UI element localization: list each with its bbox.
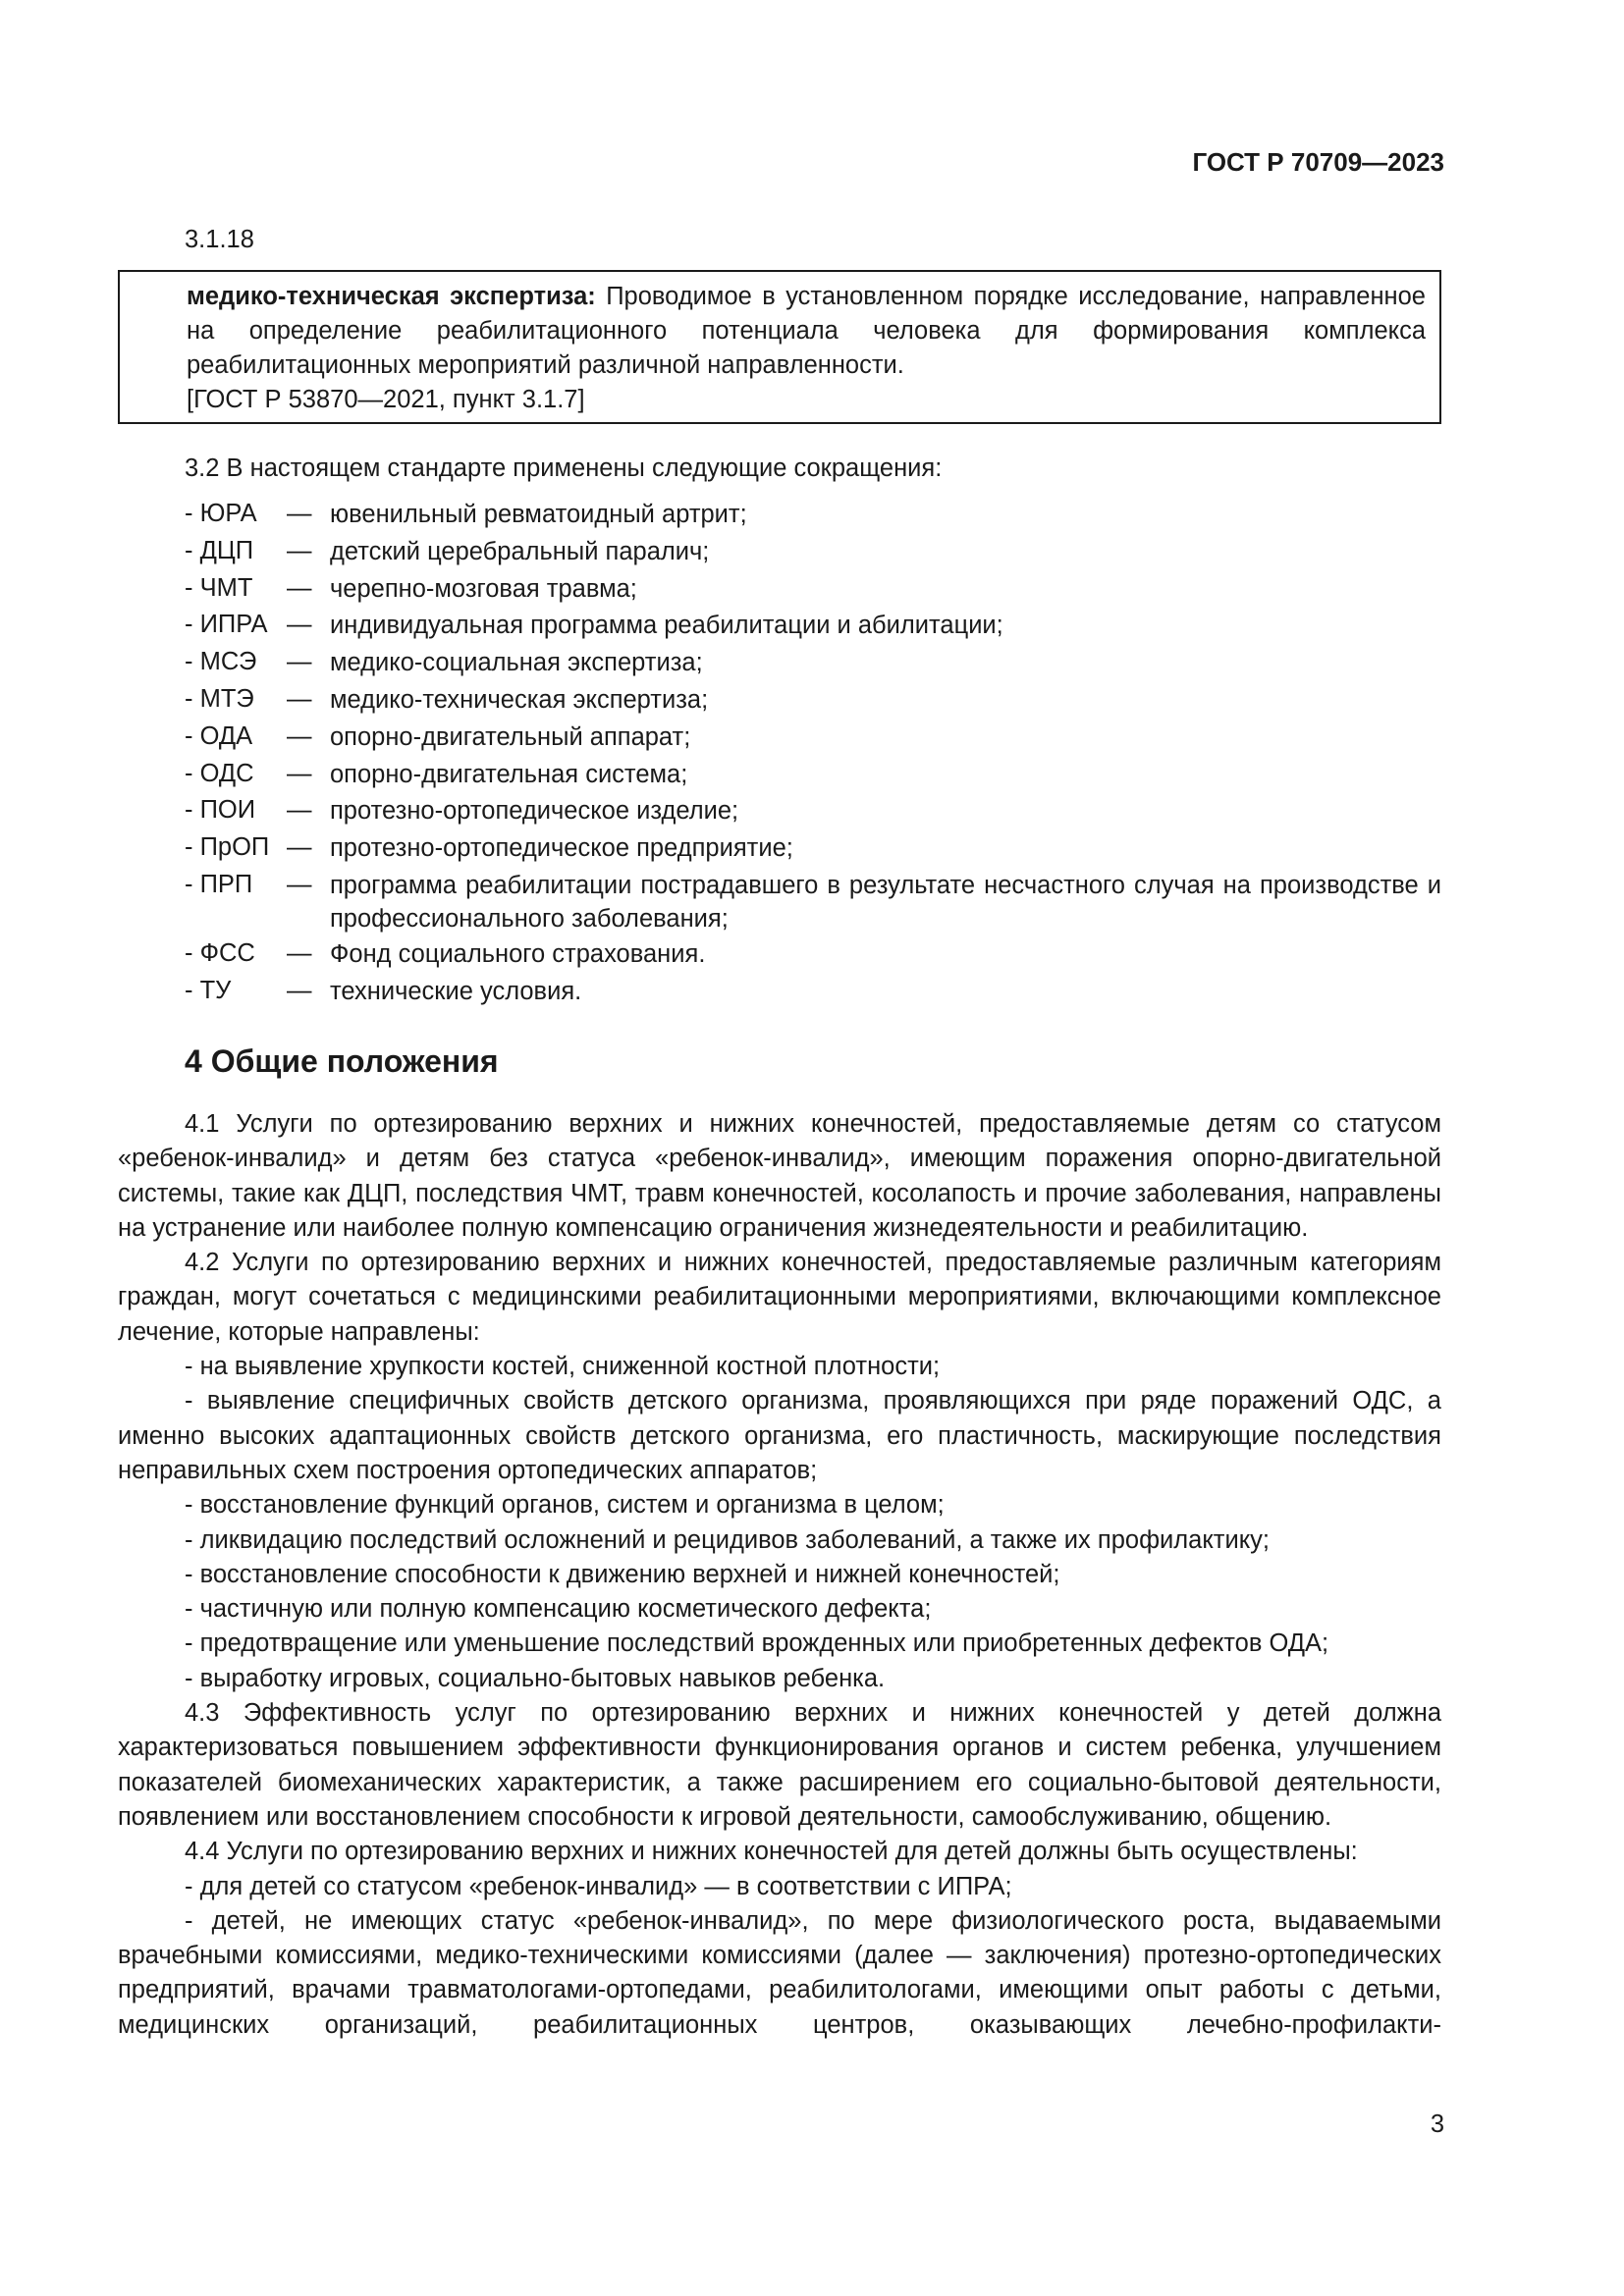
abbreviation-text: технические условия. [330,977,582,1005]
term-source: [ГОСТ Р 53870—2021, пункт 3.1.7] [187,386,585,413]
abbreviation-item [185,973,1441,1010]
abbreviation-item [185,533,1441,570]
list-item: - предотвращение или уменьшение последствий врожденных или приобретенных дефектов ОДА; [185,1629,1329,1658]
term-definition: Проводимое в установленном порядке исследование, направленное на определение реабилитационного потенциала человека для формирования комплекса реабилитационных мероприятий различной направленности. [187,283,1426,379]
abbreviation-code: - ТУ [185,976,232,1004]
abbreviation-dash: — [287,833,312,862]
abbreviation-text: детский церебральный паралич; [330,537,710,565]
abbreviation-dash: — [287,573,312,602]
abbreviations-list [185,496,1441,1010]
abbreviation-dash: — [287,796,312,825]
paragraph: 4.2 Услуги по ортезированию верхних и нижних конечностей, предоставляемые различным категориям граждан, могут сочетаться с медицинскими реабилитационными мероприятиями, включающими комплексное лечение, которые направлены: [118,1249,1441,1346]
list-item: - на выявление хрупкости костей, сниженной костной плотности; [185,1353,941,1381]
abbreviation-text: черепно-мозговая травма; [330,574,637,603]
abbreviation-text: программа реабилитации пострадавшего в результате несчастного случая на производстве и профессионального заболевания; [330,871,1441,933]
list-item: - выработку игровых, социально-бытовых навыков ребенка. [185,1664,886,1692]
abbreviation-item [185,719,1441,756]
abbreviation-code: - ДЦП [185,536,254,564]
abbreviation-code: - ФСС [185,938,255,967]
list-item: - выявление специфичных свойств детского организма, проявляющихся при ряде поражений ОДС, а именно высоких адаптационных свойств детского организма, его пластичность, маскирующие последствия неправильных схем построения ортопедических аппаратов; [118,1387,1441,1484]
term-name: медико-техническая экспертиза: [187,283,596,310]
abbreviation-item [185,607,1441,644]
list-item: - восстановление способности к движению верхней и нижней конечностей; [185,1560,1060,1588]
abbreviation-item [185,829,1441,867]
abbreviation-code: - ЧМТ [185,573,253,602]
document-header-id: ГОСТ Р 70709—2023 [1192,147,1444,177]
list-item: - ликвидацию последствий осложнений и рецидивов заболеваний, а также их профилактику; [185,1525,1270,1554]
abbreviation-item [185,935,1441,973]
list-item: - частичную или полную компенсацию косметического дефекта; [185,1595,932,1624]
abbreviation-code: - ЮРА [185,500,257,527]
abbreviation-code: - ОДА [185,721,253,750]
section-body [118,1107,1441,2043]
list-item: - восстановление функций органов, систем и организма в целом; [185,1491,945,1520]
abbreviation-text: Фонд социального страхования. [330,939,706,968]
abbreviation-code: - ОДС [185,759,254,787]
term-number: 3.1.18 [185,226,254,253]
abbreviation-text: медико-техническая экспертиза; [330,685,709,714]
abbreviation-text: индивидуальная программа реабилитации и абилитации; [330,612,1003,640]
abbreviation-dash: — [287,684,312,713]
abbreviation-text: ювенильный ревматоидный артрит; [330,501,747,528]
abbreviation-text: опорно-двигательная система; [330,760,688,788]
abbreviation-dash: — [287,759,312,787]
abbreviation-item [185,867,1441,935]
list-item: - для детей со статусом «ребенок-инвалид» — в соответствии с ИПРА; [185,1872,1012,1900]
abbreviation-text: опорно-двигательный аппарат; [330,722,691,751]
paragraph: 4.1 Услуги по ортезированию верхних и нижних конечностей, предоставляемые детям со статусом «ребенок-инвалид» и детям без статуса «ребенок-инвалид», имеющим поражения опорно-двигательной системы, такие как ДЦП, последствия ЧМТ, травм конечностей, косолапость и прочие заболевания, направлены на устранение или наиболее полную компенсацию ограничения жизнедеятельности и реабилитацию. [118,1110,1441,1242]
abbreviation-dash: — [287,976,312,1004]
abbreviation-text: протезно-ортопедическое предприятие; [330,834,793,863]
paragraph: 4.4 Услуги по ортезированию верхних и нижних конечностей для детей должны быть осуществлены: [185,1838,1358,1866]
abbreviation-code: - ПОИ [185,796,256,825]
abbreviation-item [185,496,1441,533]
abbreviation-code: - ИПРА [185,611,268,639]
abbreviations-intro: 3.2 В настоящем стандарте применены следующие сокращения: [185,454,943,482]
abbreviation-item [185,570,1441,608]
abbreviation-text: протезно-ортопедическое изделие; [330,797,739,826]
abbreviation-dash: — [287,536,312,564]
paragraph: 4.3 Эффективность услуг по ортезированию верхних и нижних конечностей у детей должна характеризоваться повышением эффективности функционирования органов и систем ребенка, улучшением показателей биомеханических характеристик, а также расширением его социально-бытовой деятельности, появлением или восстановлением способности к игровой деятельности, самообслуживанию, общению. [118,1699,1441,1831]
abbreviation-item [185,681,1441,719]
section-heading: 4 Общие положения [185,1043,499,1079]
term-definition-text [187,280,1426,383]
abbreviation-item [185,644,1441,681]
term-definition-box [118,270,1441,424]
abbreviation-dash: — [287,611,312,639]
abbreviation-code: - МСЭ [185,648,257,676]
page-number: 3 [1430,2110,1444,2138]
abbreviation-text: медико-социальная экспертиза; [330,649,703,677]
abbreviation-dash: — [287,648,312,676]
abbreviation-item [185,756,1441,793]
abbreviation-code: - ПРП [185,870,253,898]
abbreviation-code: - МТЭ [185,684,254,713]
abbreviation-dash: — [287,870,312,898]
abbreviation-dash: — [287,938,312,967]
abbreviation-item [185,792,1441,829]
abbreviation-code: - ПрОП [185,833,270,862]
abbreviation-dash: — [287,500,312,527]
abbreviation-dash: — [287,721,312,750]
list-item: - детей, не имеющих статус «ребенок-инвалид», по мере физиологического роста, выдаваемыми врачебными комиссиями, медико-техническими комиссиями (далее — заключения) протезно-ортопедических предприятий, врачами травматологами-ортопедами, реабилитологами, имеющими опыт работы с детьми, медицинских организаций, реабилитационных центров, оказывающих лечебно-профилакти- [118,1906,1441,2039]
